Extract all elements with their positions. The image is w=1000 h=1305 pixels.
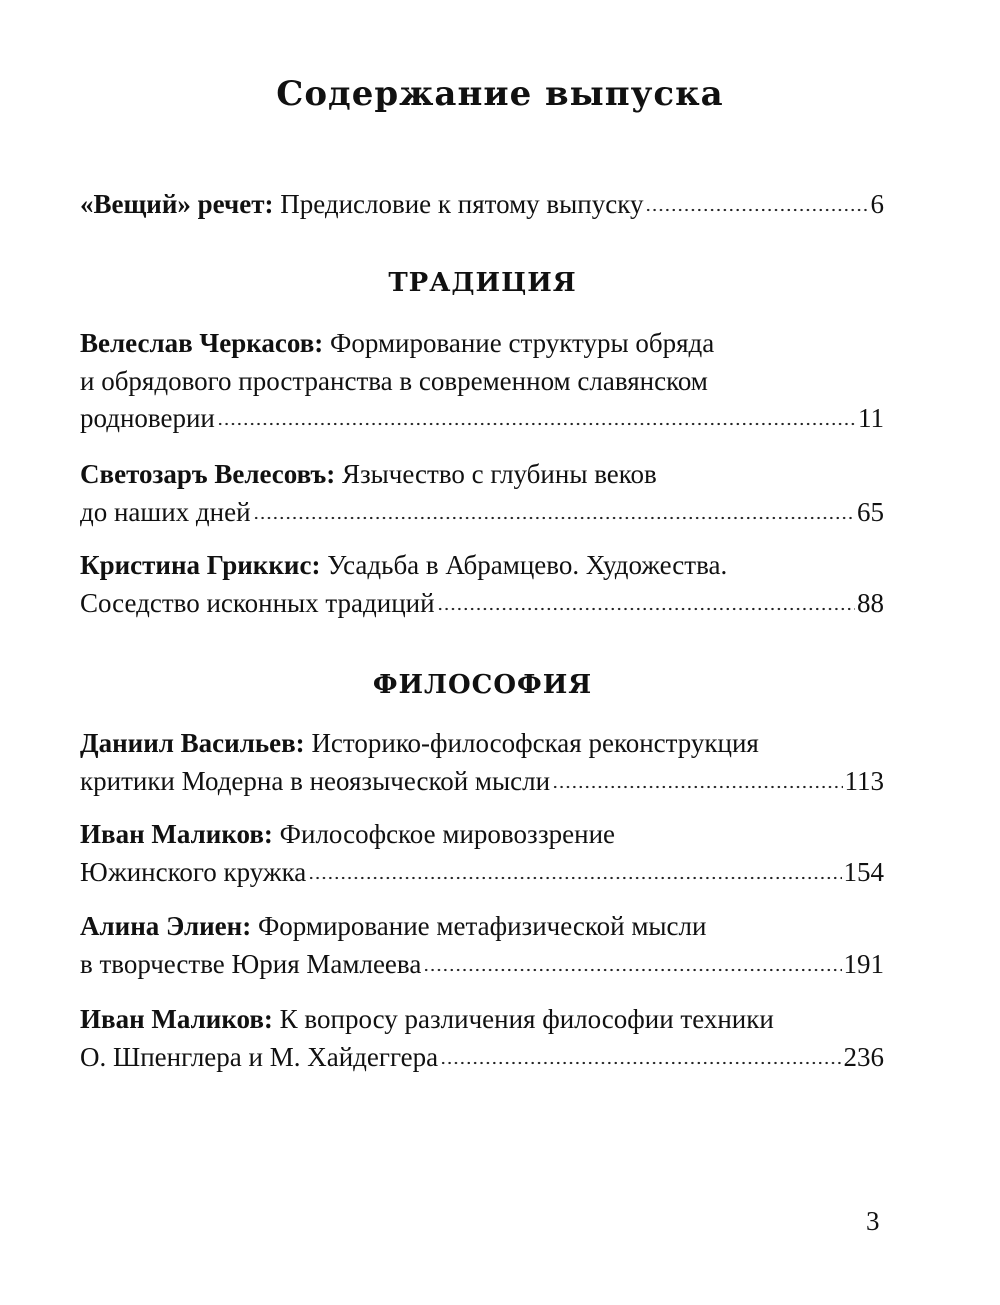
toc-entry-page: 154 — [843, 856, 884, 887]
toc-entry-last-line: в творчестве Юрия Мамлеева 191 — [80, 946, 884, 984]
toc-entry-last-line: О. Шпенглера и М. Хайдеггера 236 — [80, 1039, 884, 1077]
toc-entry-last-line: Соседство исконных традиций 88 — [80, 585, 884, 623]
toc-entry-title: К вопросу различения философии техники — [279, 1004, 774, 1034]
toc-entry-last-line: критики Модерна в неоязыческой мысли 113 — [80, 763, 884, 801]
toc-entry-title: Историко-философская реконструкция — [311, 728, 759, 758]
toc-entry-last-line: родноверии 11 — [80, 400, 884, 438]
toc-entry-last-line — [80, 186, 884, 224]
toc-entry-page: 236 — [843, 1041, 884, 1072]
leader-dots — [437, 606, 855, 612]
toc-entry[interactable] — [80, 456, 884, 531]
toc-entry[interactable] — [80, 547, 884, 622]
toc-entry-preface[interactable] — [80, 186, 884, 224]
toc-entry-author: Иван Маликов: — [80, 1004, 273, 1034]
toc-entry[interactable] — [80, 816, 884, 891]
toc-entry[interactable] — [80, 725, 884, 800]
toc-entry[interactable] — [80, 908, 884, 983]
toc-entry-last-line: до наших дней 65 — [80, 494, 884, 532]
toc-entry-page: 191 — [843, 948, 884, 979]
toc-entry[interactable] — [80, 1001, 884, 1076]
section-heading-philosophy: ФИЛОСОФИЯ — [372, 670, 593, 700]
section-heading-tradition: ТРАДИЦИЯ — [388, 268, 577, 298]
page-number: 3 — [866, 1206, 880, 1236]
toc-entry-page: 6 — [870, 189, 884, 219]
toc-entry-title: Предисловие к пятому выпуску — [280, 189, 644, 219]
toc-entry[interactable] — [80, 325, 884, 438]
leader-dots — [308, 875, 841, 881]
leader-dots — [645, 207, 868, 213]
toc-entry-page: 113 — [844, 765, 884, 796]
toc-entry-author: «Вещий» речет: — [80, 189, 274, 219]
page-title: Содержание выпуска — [276, 74, 724, 114]
toc-entry-page: 88 — [857, 587, 884, 618]
leader-dots — [440, 1060, 841, 1066]
toc-entry-title: и обрядового пространства в современном славянском — [80, 365, 708, 396]
toc-entry-title: Язычество с глубины веков — [341, 459, 657, 489]
leader-dots — [253, 515, 855, 521]
leader-dots — [552, 784, 842, 790]
leader-dots — [217, 421, 856, 427]
toc-entry-title: Формирование метафизической мысли — [257, 911, 707, 941]
toc-entry-author: Светозаръ Велесовъ: — [80, 459, 336, 489]
toc-entry-page: 65 — [857, 496, 884, 527]
toc-entry-title: Философское мировоззрение — [279, 819, 615, 849]
toc-entry-last-line: Южинского кружка 154 — [80, 854, 884, 892]
toc-entry-title: Формирование структуры обряда — [330, 328, 715, 358]
toc-entry-author: Велеслав Черкасов: — [80, 328, 324, 358]
toc-entry-author: Кристина Гриккис: — [80, 550, 321, 580]
toc-entry-page: 11 — [858, 403, 884, 433]
toc-entry-title: Усадьба в Абрамцево. Художества. — [327, 550, 728, 580]
leader-dots — [423, 967, 841, 973]
toc-entry-author: Даниил Васильев: — [80, 728, 305, 758]
toc-entry-author: Иван Маликов: — [80, 819, 273, 849]
toc-entry-author: Алина Элиен: — [80, 911, 252, 941]
